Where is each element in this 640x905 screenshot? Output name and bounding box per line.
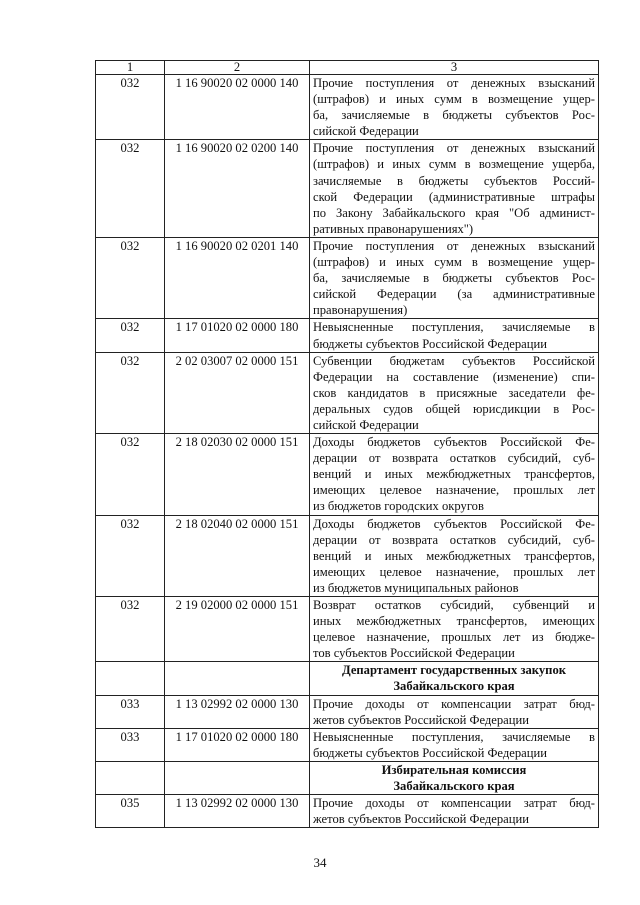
description-line: сийской Федерации xyxy=(313,417,419,432)
description-line: Прочие доходы от компенсации затрат бюд- xyxy=(313,796,595,811)
empty-cell xyxy=(165,761,310,794)
description-line: Прочие доходы от компенсации затрат бюд- xyxy=(313,696,595,711)
department-heading xyxy=(310,662,598,694)
column-header-2: 2 xyxy=(165,61,310,75)
admin-code-cell: 033 xyxy=(96,728,165,761)
revenue-description xyxy=(310,516,598,596)
admin-code-cell: 032 xyxy=(96,319,165,352)
revenue-description xyxy=(310,795,598,827)
description-line: жетов субъектов Российской Федерации xyxy=(313,712,529,727)
revenue-code-cell: 1 17 01020 02 0000 180 xyxy=(165,728,310,761)
department-heading-line: Забайкальского края xyxy=(393,679,515,694)
description-line: жетов субъектов Российской Федерации xyxy=(313,812,529,827)
description-line: (штрафов) и иных сумм в возмещение ущерба, xyxy=(313,157,595,172)
table-row xyxy=(96,352,599,433)
description-line: деральных судов общей юрисдикции в Рос- xyxy=(313,401,595,416)
admin-code-cell: 032 xyxy=(96,515,165,596)
admin-code-cell: 032 xyxy=(96,140,165,238)
revenue-description-cell xyxy=(310,237,599,318)
revenue-description-cell xyxy=(310,597,599,662)
empty-cell xyxy=(165,662,310,695)
description-line: Федерации на составление (изменение) спи- xyxy=(313,369,595,384)
department-heading-line: Избирательная комиссия xyxy=(381,762,527,777)
description-line: ративных правонарушениях") xyxy=(313,221,474,236)
admin-code-cell: 032 xyxy=(96,434,165,515)
description-line: дерации от возврата остатков субсидий, суб- xyxy=(313,451,595,466)
column-header-1: 1 xyxy=(96,61,165,75)
description-line: сийской Федерации (за административные xyxy=(313,287,595,302)
description-line: правонарушения) xyxy=(313,303,408,318)
revenue-code-cell: 1 13 02992 02 0000 130 xyxy=(165,795,310,828)
revenue-description-cell xyxy=(310,434,599,515)
table-row xyxy=(96,695,599,728)
admin-code-cell: 032 xyxy=(96,237,165,318)
revenue-description-cell xyxy=(310,319,599,352)
page-number: 34 xyxy=(313,855,327,870)
revenue-description xyxy=(310,75,598,139)
empty-cell xyxy=(96,761,165,794)
description-line: (штрафов) и иных сумм в возмещение ущер- xyxy=(313,92,595,107)
revenue-codes-table xyxy=(95,60,599,828)
admin-code-cell: 032 xyxy=(96,75,165,140)
revenue-description xyxy=(310,140,598,237)
admin-code-cell: 032 xyxy=(96,352,165,433)
revenue-code-cell: 2 18 02030 02 0000 151 xyxy=(165,434,310,515)
description-line: Субвенции бюджетам субъектов Российской xyxy=(313,353,595,368)
revenue-code-cell: 1 16 90020 02 0201 140 xyxy=(165,237,310,318)
description-line: ской Федерации (административные штрафы xyxy=(313,189,595,204)
table-row xyxy=(96,75,599,140)
description-line: Прочие поступления от денежных взысканий xyxy=(313,141,595,156)
revenue-description-cell xyxy=(310,728,599,761)
description-line: по Закону Забайкальского края "Об админист- xyxy=(313,205,595,220)
table-row xyxy=(96,434,599,515)
department-heading-row xyxy=(96,761,599,794)
table-header-row xyxy=(96,61,599,75)
empty-cell xyxy=(96,662,165,695)
description-line: бюджеты субъектов Российской Федерации xyxy=(313,745,547,760)
revenue-description-cell xyxy=(310,695,599,728)
revenue-code-cell: 2 19 02000 02 0000 151 xyxy=(165,597,310,662)
revenue-description-cell xyxy=(310,795,599,828)
description-line: Доходы бюджетов субъектов Российской Фе- xyxy=(313,516,595,531)
department-heading-line: Департамент государственных закупок xyxy=(342,663,566,678)
description-line: Прочие поступления от денежных взысканий xyxy=(313,238,595,253)
description-line: венций и иных межбюджетных трансфертов, xyxy=(313,548,595,563)
table-row xyxy=(96,319,599,352)
description-line: (штрафов) и иных сумм в возмещение ущер- xyxy=(313,255,595,270)
admin-code-cell: 032 xyxy=(96,597,165,662)
revenue-description-cell xyxy=(310,75,599,140)
department-heading-line: Забайкальского края xyxy=(393,779,515,794)
description-line: зачисляемые в бюджеты субъектов Россий- xyxy=(313,173,595,188)
description-line: венций и иных межбюджетных трансфертов, xyxy=(313,467,595,482)
revenue-description-cell xyxy=(310,515,599,596)
description-line: из бюджетов городских округов xyxy=(313,499,484,514)
description-line: целевое назначение, прошлых лет из бюдже- xyxy=(313,630,595,645)
description-line: Возврат остатков субсидий, субвенций и xyxy=(313,598,595,612)
table-row xyxy=(96,515,599,596)
revenue-description xyxy=(310,353,598,433)
department-heading-cell xyxy=(310,761,599,794)
description-line: из бюджетов муниципальных районов xyxy=(313,580,519,595)
revenue-description-cell xyxy=(310,352,599,433)
revenue-code-cell: 1 13 02992 02 0000 130 xyxy=(165,695,310,728)
revenue-description-cell xyxy=(310,140,599,238)
description-line: иных межбюджетных трансфертов, имеющих xyxy=(313,614,595,629)
description-line: имеющих целевое назначение, прошлых лет xyxy=(313,564,595,579)
column-header-3: 3 xyxy=(310,61,599,75)
description-line: ба, зачисляемые в бюджеты субъектов Рос- xyxy=(313,271,595,286)
table-row xyxy=(96,795,599,828)
description-line: Невыясненные поступления, зачисляемые в xyxy=(313,320,595,335)
revenue-description xyxy=(310,319,598,351)
revenue-description xyxy=(310,597,598,661)
department-heading-row xyxy=(96,662,599,695)
description-line: сков кандидатов в присяжные заседатели фе- xyxy=(313,385,595,400)
admin-code-cell: 035 xyxy=(96,795,165,828)
description-line: дерации от возврата остатков субсидий, суб- xyxy=(313,532,595,547)
description-line: имеющих целевое назначение, прошлых лет xyxy=(313,483,595,498)
revenue-code-cell: 1 16 90020 02 0200 140 xyxy=(165,140,310,238)
revenue-code-cell: 1 17 01020 02 0000 180 xyxy=(165,319,310,352)
department-heading xyxy=(310,762,598,794)
description-line: Доходы бюджетов субъектов Российской Фе- xyxy=(313,435,595,450)
revenue-code-cell: 2 18 02040 02 0000 151 xyxy=(165,515,310,596)
revenue-description xyxy=(310,238,598,318)
revenue-code-cell: 2 02 03007 02 0000 151 xyxy=(165,352,310,433)
table-row xyxy=(96,728,599,761)
revenue-description xyxy=(310,696,598,728)
table-row xyxy=(96,597,599,662)
description-line: тов субъектов Российской Федерации xyxy=(313,646,515,661)
revenue-description xyxy=(310,434,598,514)
revenue-description xyxy=(310,729,598,761)
description-line: сийской Федерации xyxy=(313,124,419,139)
admin-code-cell: 033 xyxy=(96,695,165,728)
table-row xyxy=(96,140,599,238)
table-row xyxy=(96,237,599,318)
description-line: Невыясненные поступления, зачисляемые в xyxy=(313,729,595,744)
description-line: бюджеты субъектов Российской Федерации xyxy=(313,336,547,351)
department-heading-cell xyxy=(310,662,599,695)
description-line: ба, зачисляемые в бюджеты субъектов Рос- xyxy=(313,108,595,123)
description-line: Прочие поступления от денежных взысканий xyxy=(313,76,595,90)
revenue-code-cell: 1 16 90020 02 0000 140 xyxy=(165,75,310,140)
